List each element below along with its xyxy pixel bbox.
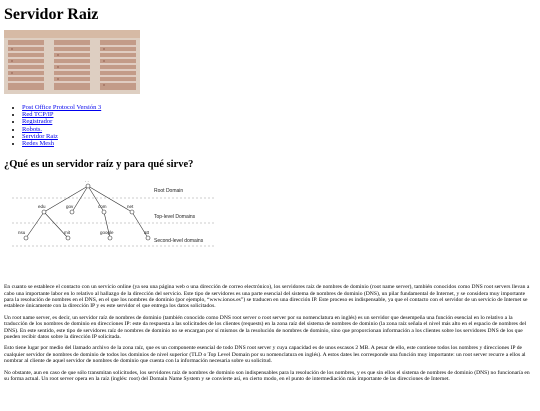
- list-item: [22, 118, 536, 125]
- link-registrador[interactable]: Registrador: [22, 118, 53, 126]
- link-servidor-raiz[interactable]: Servidor Raiz: [22, 132, 58, 140]
- page: [0, 6, 540, 383]
- list-item: [22, 140, 536, 147]
- paragraph: En cuanto se establece el contacto con un servicio online (ya sea una página web o una dirección de correo electrónico), los servidores raíz de nombres de dominio (root name server), también conocidos como DNS root servers llevan a cabo una importante labor en lo relativo al hallazgo de la dirección del servicio. Este tipo de servidores es una parte esencial del sistema de nombres de dominio (DNS), un pilar fundamental de Internet, y se considera muy importante para la resolución de nombres en el DNS, en el que los nombres de dominio (por ejemplo, “www.ionos.es”) se traducen en una dirección IP. Este proceso es indispensable, ya que el contacto con el servidor de un servicio de Internet se establece únicamente con la dirección IP y es este servidor el que entrega los datos solicitados.: [4, 284, 530, 310]
- sld-node-label: google: [100, 230, 114, 236]
- list-item: [22, 133, 536, 140]
- tld-node-label: com: [98, 204, 107, 210]
- spacer: [4, 262, 536, 284]
- sld-node: [146, 236, 150, 240]
- second-level-domains-label: Second-level domains: [154, 238, 204, 245]
- list-item: [22, 126, 536, 133]
- server-rack-banner-image: [4, 30, 140, 94]
- section-heading: ¿Qué es un servidor raíz y para qué sirve?: [4, 159, 194, 171]
- tld-node-label: net: [127, 204, 134, 210]
- sld-node: [108, 236, 112, 240]
- link-redes-mesh[interactable]: Redes Mesh: [22, 140, 54, 148]
- tld-node: [130, 210, 134, 214]
- root-dot-label: . .: [85, 178, 89, 184]
- root-node: [86, 184, 90, 188]
- tld-node: [70, 210, 74, 214]
- sld-node: [24, 236, 28, 240]
- list-item: [22, 111, 536, 118]
- paragraph: No obstante, aun en caso de que sólo transmitan solicitudes, los servidores raíz de nombres de dominio son indispensables para la resolución de los nombres, y es que sin ellos el sistema de nombres de dominio (DNS) no funcionaría en su forma actual. Un root server opera en la raíz (inglés: root) del Domain Name System y se convierte así, en cierto modo, en el punto de intermediación más importante de las direcciones de Internet.: [4, 369, 530, 383]
- tld-node: [102, 210, 106, 214]
- tld-node: [42, 210, 46, 214]
- list-item: [22, 104, 536, 111]
- link-pop3[interactable]: Post Office Protocol Versión 3: [22, 104, 102, 111]
- sld-node-label: mit: [64, 230, 70, 236]
- related-links-list: [4, 104, 536, 147]
- paragraph: Un root name server, es decir, un servidor raíz de nombres de dominio (también conocido como DNS root server o root server por su nomenclatura en inglés) es un servidor que desempeña una función esencial en lo relativo a la traducción de los nombres de dominio en direcciones IP: este da respuesta a las solicitudes de los clientes (requests) en la zona raíz del sistema de nombres de dominio (la zona raíz señala el nivel más alto en el espacio de nombres del DNS). En este sentido, este tipo de servidores raíz de nombres de dominio no se encargan por sí mismos de la resolución de nombres de dominio, sino que proporcionan información a los clientes sobre los servidores DNS de los que pueden recibir datos sobre la dirección IP solicitada.: [4, 314, 527, 341]
- root-domain-label: Root Domain: [154, 188, 184, 195]
- tld-node-label: edu: [38, 204, 46, 210]
- page-title: Servidor Raiz: [4, 6, 99, 23]
- sld-node: [66, 236, 70, 240]
- top-level-domains-label: Top-level Domains: [154, 214, 196, 221]
- dns-hierarchy-diagram: [8, 176, 218, 256]
- paragraph: Esto tiene lugar por medio del llamado archivo de la zona raíz, que es un componente esencial de todo DNS root server y cuya capacidad es de unos escasos 2 MB. A pesar de ello, este contiene todos los nombres y direcciones IP de cualquier servidor de nombres de dominio de todos los dominios de nivel superior (TLD o Top Level Domain por su nomenclatura en inglés). A estos dates les corresponde una función muy importante: un root server recurre a ellos al nombrar al cliente de aquel servidor de nombres de dominio que cuenta con la información necesaria sobre su solicitud.: [4, 345, 526, 365]
- tld-node-label: gov: [66, 204, 74, 210]
- sld-node-label: att: [144, 230, 150, 236]
- sld-node-label: nsu: [18, 230, 26, 236]
- link-robots[interactable]: Robots.: [22, 125, 43, 133]
- link-tcp-ip[interactable]: Red TCP/IP: [22, 111, 54, 119]
